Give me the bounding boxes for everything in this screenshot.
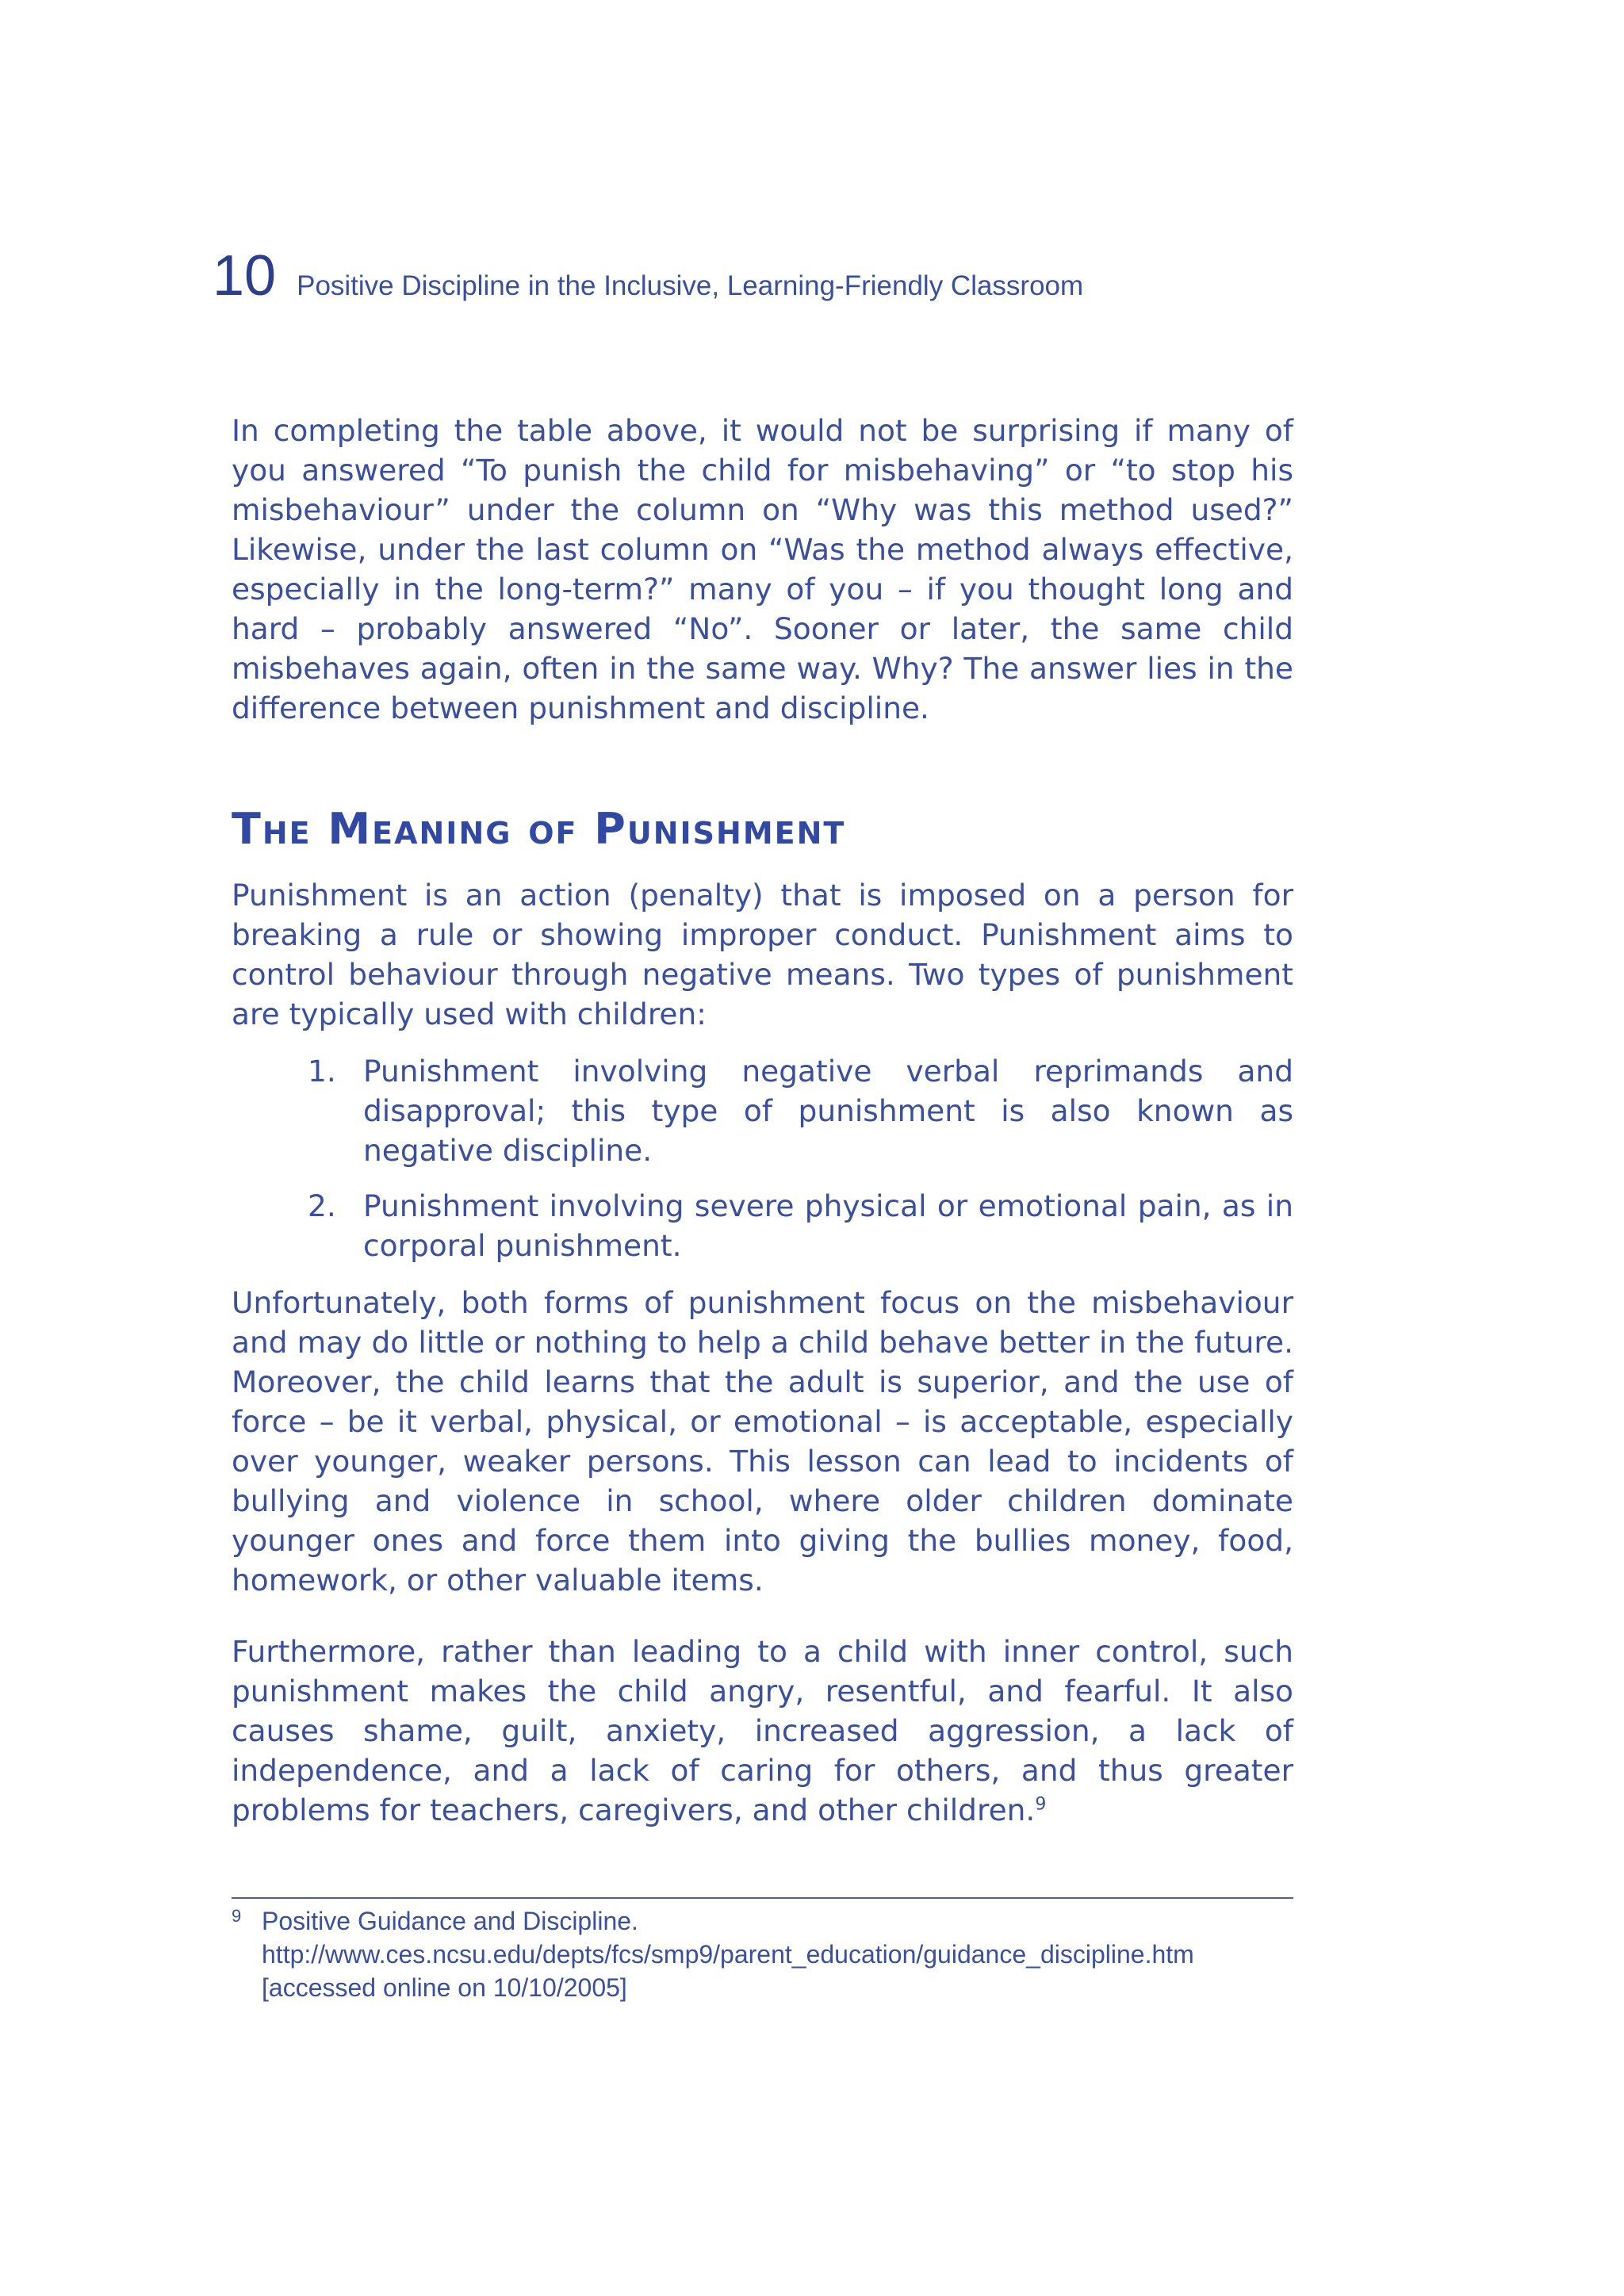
paragraph-punishment-definition: Punishment is an action (penalty) that is imposed on a person for breaking a rule or showing improper conduct. Punishment aims to control behaviour through negative means. Two types of punishment are typically used with children: — [232, 878, 1293, 1031]
footnote-mark: 9 — [232, 1906, 242, 1926]
page-header — [213, 244, 1084, 308]
section-heading: The Meaning of Punishment — [232, 804, 846, 854]
intro-paragraph: In completing the table above, it would not be surprising if many of you answered “To punish the child for misbehaving” or “to stop his misbehaviour” under the column on “Why was this method used?” Likewise, under the last column on “Was the method always effective, especially in the long-term?” many of you – if you thought long and hard – probably answered “No”. Sooner or later, the same child misbehaves again, often in the same way. Why? The answer lies in the difference between punishment and discipline. — [232, 413, 1293, 725]
paragraph-consequences — [232, 1632, 1293, 1830]
punishment-types-list — [232, 1051, 1293, 1265]
paragraph-effects: Unfortunately, both forms of punishment focus on the misbehaviour and may do little or nothing to help a child behave better in the future. Moreover, the child learns that the adult is superior, and the use of force – be it verbal, physical, or emotional – is acceptable, especially over younger, weaker persons. This lesson can lead to incidents of bullying and violence in school, where older children dominate younger ones and force them into giving the bullies money, food, homework, or other valuable items. — [232, 1285, 1293, 1598]
list-item — [308, 1051, 1293, 1170]
running-title: Positive Discipline in the Inclusive, Learning-Friendly Classroom — [297, 270, 1084, 301]
list-item-text: Punishment involving negative verbal reprimands and disapproval; this type of punishment is also known as negative discipline. — [363, 1054, 1293, 1168]
footnote-text: Positive Guidance and Discipline. http://www.ces.ncsu.edu/depts/fcs/smp9/parent_education/guidance_discipline.htm [accessed online on 10/10/2005] — [262, 1907, 1194, 2002]
list-item — [308, 1186, 1293, 1265]
paragraph-consequences-text: Furthermore, rather than leading to a child with inner control, such punishment makes the child angry, resentful, and fearful. It also causes shame, guilt, anxiety, increased aggression, a lack of independence, and a lack of caring for others, and thus greater problems for teachers, caregivers, and other children. — [232, 1634, 1293, 1827]
footnote-reference[interactable]: 9 — [1035, 1794, 1047, 1815]
main-content — [232, 411, 1293, 1830]
footnote-divider — [232, 1897, 1293, 1899]
page-number: 10 — [213, 244, 277, 308]
list-item-number: 2. — [308, 1188, 336, 1223]
list-item-text: Punishment involving severe physical or emotional pain, as in corporal punishment. — [363, 1188, 1293, 1263]
list-item-number: 1. — [308, 1054, 336, 1089]
footnote — [232, 1904, 1293, 2004]
